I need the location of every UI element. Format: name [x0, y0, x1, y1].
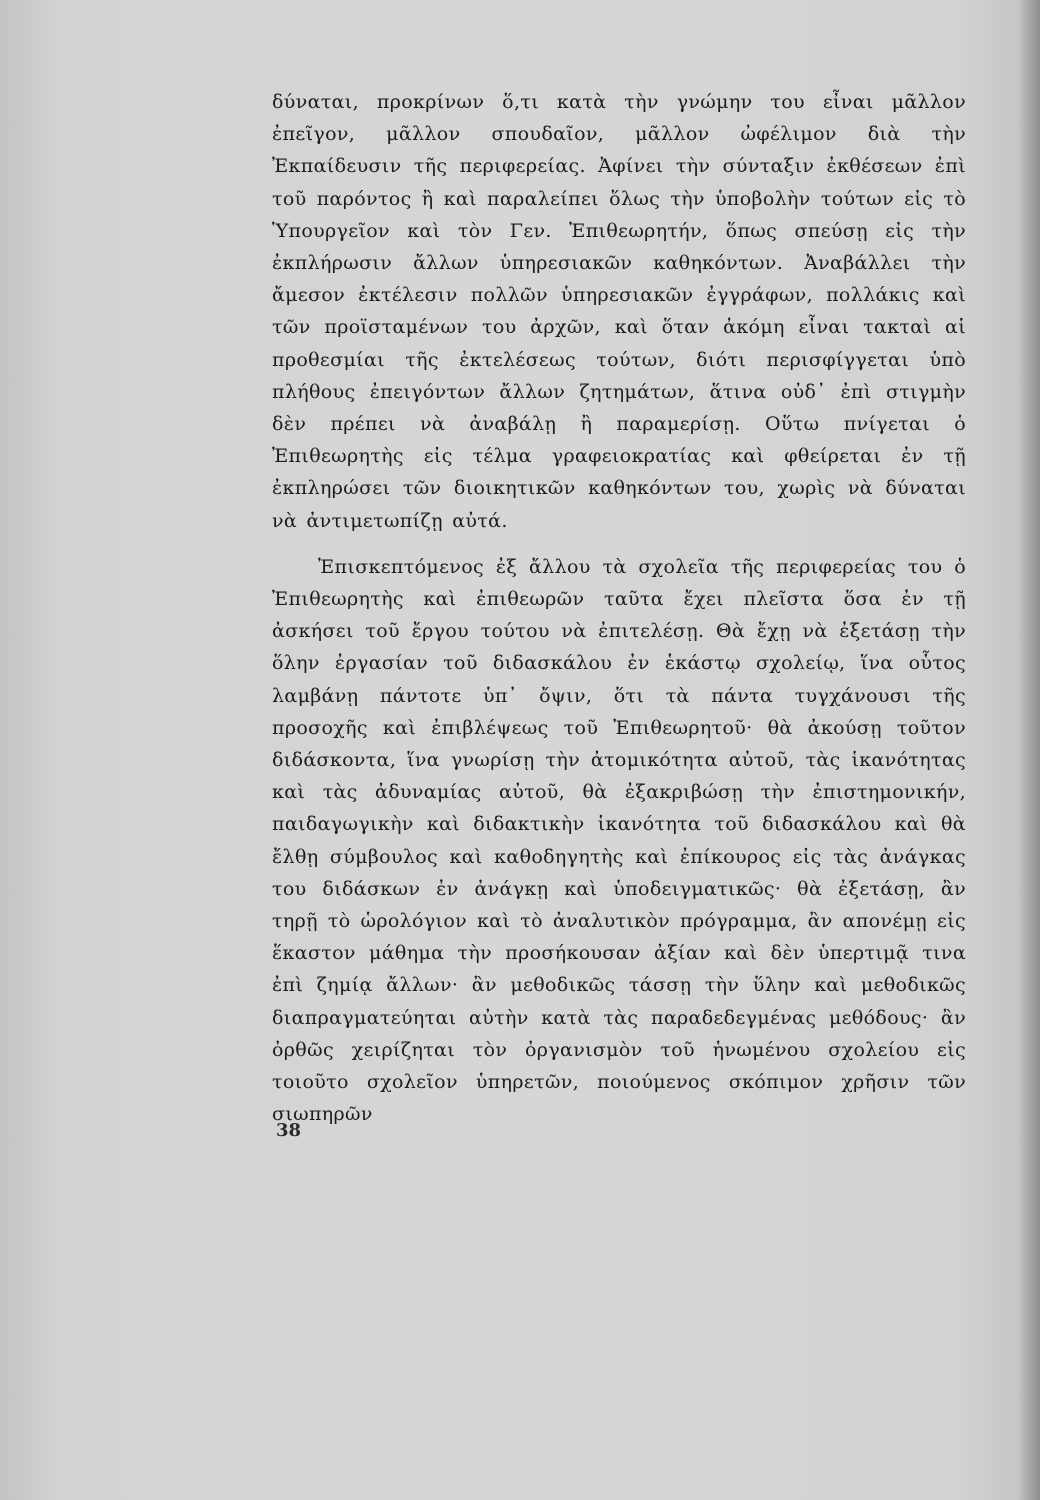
paragraph-1: δύναται, προκρίνων ὅ,τι κατὰ τὴν γνώμην του εἶναι μᾶλλον ἐπεῖγον, μᾶλλον σπουδαῖον, μᾶλλον ὠφέλιμον διὰ τὴν Ἐκπαίδευσιν τῆς περιφερείας. Ἀφίνει τὴν σύνταξιν ἐκθέσεων ἐπὶ τοῦ παρόντος ἢ καὶ παραλείπει ὅλως τὴν ὑποβολὴν τούτων εἰς τὸ Ὑπουργεῖον καὶ τὸν Γεν. Ἐπιθεωρητήν, ὅπως σπεύσῃ εἰς τὴν ἐκπλήρωσιν ἄλλων ὑπηρεσιακῶν καθηκόντων. Ἀναβάλλει τὴν ἄμεσον ἐκτέλεσιν πολλῶν ὑπηρεσιακῶν ἐγγράφων, πολλάκις καὶ τῶν προϊσταμένων του ἀρχῶν, καὶ ὅταν ἀκόμη εἶναι τακταὶ αἱ προθεσμίαι τῆς ἐκτελέσεως τούτων, διότι περισφίγγεται ὑπὸ πλήθους ἐπειγόντων ἄλλων ζητημάτων, ἅτινα οὐδ᾿ ἐπὶ στιγμὴν δὲν πρέπει νὰ ἀναβάλῃ ἢ παραμερίσῃ. Οὕτω πνίγεται ὁ Ἐπιθεωρητὴς εἰς τέλμα γραφειοκρατίας καὶ φθείρεται ἐν τῇ ἐκπληρώσει τῶν διοικητικῶν καθηκόντων του, χωρὶς νὰ δύναται νὰ ἀντιμετωπίζῃ αὐτά. [272, 91, 966, 532]
paragraph-2: Ἐπισκεπτόμενος ἐξ ἄλλου τὰ σχολεῖα τῆς περιφερείας του ὁ Ἐπιθεωρητὴς καὶ ἐπιθεωρῶν ταῦτα ἔχει πλεῖστα ὅσα ἐν τῇ ἀσκήσει τοῦ ἔργου τούτου νὰ ἐπιτελέσῃ. Θὰ ἔχῃ νὰ ἐξετάσῃ τὴν ὅλην ἐργασίαν τοῦ διδασκάλου ἐν ἑκάστῳ σχολείῳ, ἵνα οὗτος λαμβάνῃ πάντοτε ὑπ᾿ ὄψιν, ὅτι τὰ πάντα τυγχάνουσι τῆς προσοχῆς καὶ ἐπιβλέψεως τοῦ Ἐπιθεωρητοῦ· θὰ ἀκούσῃ τοῦτον διδάσκοντα, ἵνα γνωρίσῃ τὴν ἀτομικότητα αὐτοῦ, τὰς ἱκανότητας καὶ τὰς ἀδυναμίας αὐτοῦ, θὰ ἐξακριβώσῃ τὴν ἐπιστημονικήν, παιδαγωγικὴν καὶ διδακτικὴν ἱκανότητα τοῦ διδασκάλου καὶ θὰ ἔλθῃ σύμβουλος καὶ καθοδηγητὴς καὶ ἐπίκουρος εἰς τὰς ἀνάγκας του διδάσκων ἐν ἀνάγκῃ καὶ ὑποδειγματικῶς· θὰ ἐξετάσῃ, ἂν τηρῇ τὸ ὡρολόγιον καὶ τὸ ἀναλυτικὸν πρόγραμμα, ἂν απονέμῃ εἰς ἕκαστον μάθημα τὴν προσήκουσαν ἀξίαν καὶ δὲν ὑπερτιμᾷ τινα ἐπὶ ζημίᾳ ἄλλων· ἂν μεθοδικῶς τάσσῃ τὴν ὕλην καὶ μεθοδικῶς διαπραγματεύηται αὐτὴν κατὰ τὰς παραδεδεγμένας μεθόδους· ἂν ὀρθῶς χειρίζηται τὸν ὀργανισμὸν τοῦ ἡνωμένου σχολείου εἰς τοιοῦτο σχολεῖον ὑπηρετῶν, ποιούμενος σκόπιμον χρῆσιν τῶν σιωπηρῶν [272, 555, 966, 1126]
page-number: 38 [276, 1120, 302, 1141]
page-edge-shadow [1018, 0, 1040, 1500]
body-text [272, 86, 966, 1131]
